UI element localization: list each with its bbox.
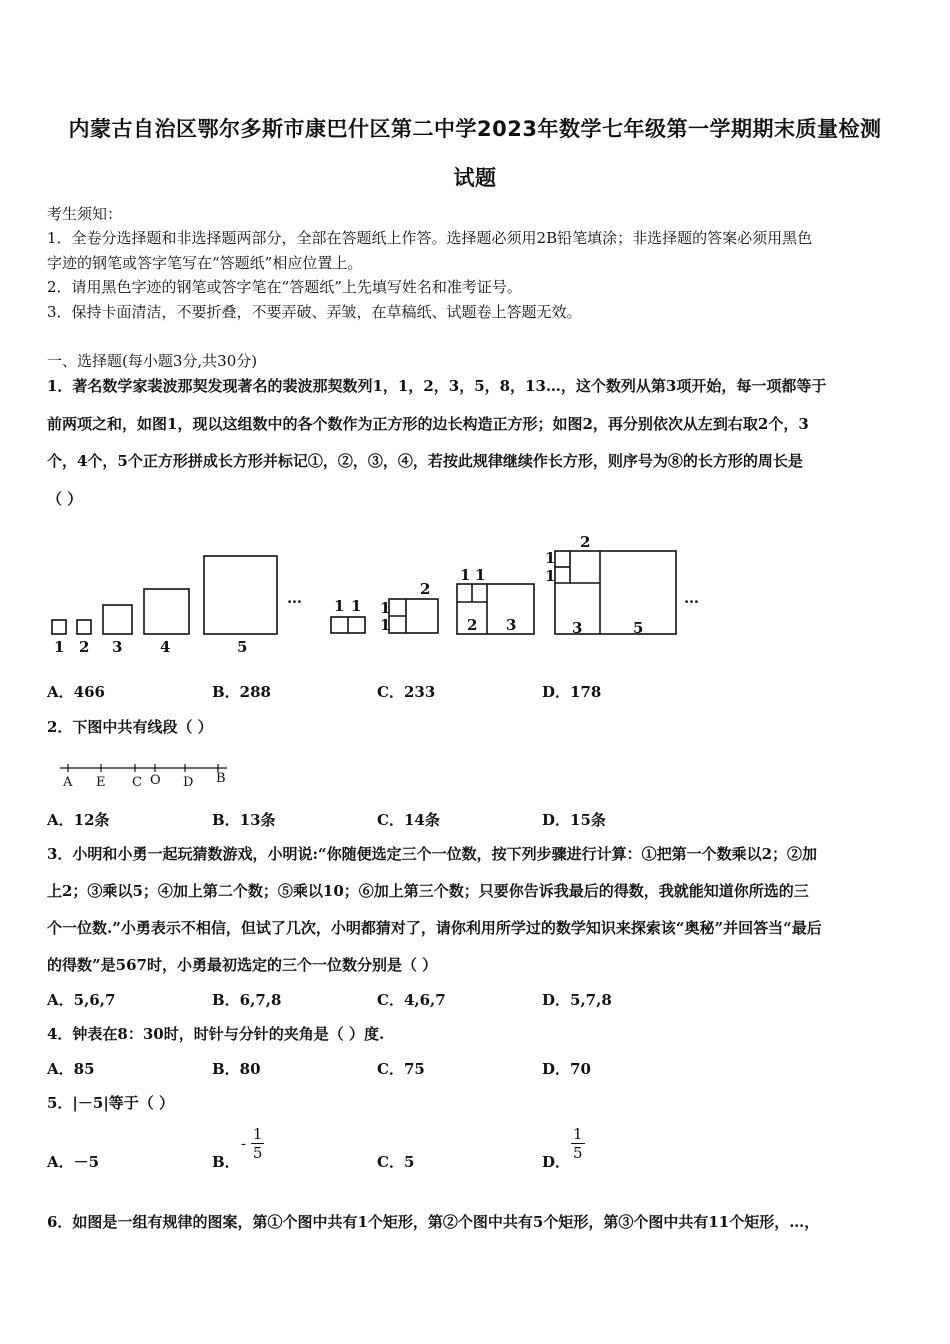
page-title-continued: 试题 <box>453 166 497 190</box>
fig2-label: 1 <box>545 567 556 585</box>
question-text: 个一位数.”小勇表示不相信，但试了几次，小明都猜对了，请你利用所学过的数学知识来探索该“奥秘”并回答当“最后 <box>47 919 822 937</box>
option-d[interactable]: D． <box>542 1153 571 1171</box>
line-segment-figure <box>55 760 255 792</box>
fig2-label: 5 <box>633 619 644 637</box>
fig2-label: 1 <box>460 566 471 584</box>
ellipsis: … <box>684 589 699 607</box>
option-d[interactable]: D．70 <box>542 1060 591 1078</box>
fig1-label: 1 <box>54 638 65 656</box>
question-text: 的得数”是567时，小勇最初选定的三个一位数分别是（ ） <box>47 956 438 974</box>
fig2-label: 1 <box>351 597 362 615</box>
point-label: B <box>216 771 226 786</box>
negative-sign: - <box>241 1134 247 1153</box>
option-a[interactable]: A．85 <box>47 1060 95 1078</box>
question-text: 1．著名数学家裴波那契发现著名的裴波那契数列1，1，2，3，5，8，13…，这个数列从第3项开始，每一项都等于 <box>47 377 827 395</box>
fig2-label: 1 <box>380 599 391 617</box>
question-text: 前两项之和，如图1，现以这组数中的各个数作为正方形的边长构造正方形；如图2，再分别依次从左到右取2个，3 <box>47 415 809 433</box>
option-c[interactable]: C．75 <box>377 1060 425 1078</box>
point-label: O <box>150 773 161 788</box>
option-a[interactable]: A．5,6,7 <box>47 991 116 1009</box>
point-label: E <box>96 775 106 790</box>
fig2-label: 1 <box>545 549 556 567</box>
option-c[interactable]: C．233 <box>377 683 436 701</box>
page-title: 内蒙古自治区鄂尔多斯市康巴什区第二中学2023年数学七年级第一学期期末质量检测 <box>68 117 882 141</box>
notice-line: 2．请用黑色字迹的钢笔或答字笔在“答题纸”上先填写姓名和准考证号。 <box>47 278 522 296</box>
option-d[interactable]: D．178 <box>542 683 602 701</box>
ellipsis: … <box>287 589 302 607</box>
question-text: 6．如图是一组有规律的图案，第①个图中共有1个矩形，第②个图中共有5个矩形，第③个图中共有11个矩形，…， <box>47 1213 820 1231</box>
point-label: A <box>63 775 73 790</box>
fig2-label: 1 <box>380 616 391 634</box>
denominator: 5 <box>573 1144 583 1162</box>
fig2-label: 1 <box>475 566 486 584</box>
option-b[interactable]: B．6,7,8 <box>212 991 282 1009</box>
option-c[interactable]: C．5 <box>377 1153 415 1171</box>
fig2-label: 3 <box>506 616 517 634</box>
numerator: 1 <box>573 1125 583 1143</box>
option-b[interactable]: B．80 <box>212 1060 261 1078</box>
notice-line: 1．全卷分选择题和非选择题两部分，全部在答题纸上作答。选择题必须用2B铅笔填涂；非选择题的答案必须用黑色 <box>47 229 813 247</box>
option-c[interactable]: C．4,6,7 <box>377 991 446 1009</box>
option-a[interactable]: A．－5 <box>47 1153 100 1171</box>
fig2-label: 2 <box>420 580 431 598</box>
question-text: 个，4个，5个正方形拼成长方形并标记①，②，③，④，若按此规律继续作长方形，则序号为⑧的长方形的周长是 <box>47 452 803 470</box>
question-text: 2．下图中共有线段（ ） <box>47 718 213 736</box>
fibonacci-figure <box>0 525 950 665</box>
fig1-label: 2 <box>79 638 90 656</box>
fig2-label: 1 <box>334 597 345 615</box>
fig2-label: 3 <box>572 619 583 637</box>
option-b[interactable]: B．288 <box>212 683 271 701</box>
section-heading: 一、选择题(每小题3分,共30分) <box>47 352 258 370</box>
fig2-label: 2 <box>467 616 478 634</box>
notice-line: 3．保持卡面清洁，不要折叠，不要弄破、弄皱，在草稿纸、试题卷上答题无效。 <box>47 303 582 321</box>
point-label: D <box>183 775 194 790</box>
option-a[interactable]: A．466 <box>47 683 105 701</box>
question-text: （ ） <box>47 490 83 508</box>
option-c[interactable]: C．14条 <box>377 811 440 829</box>
numerator: 1 <box>252 1125 263 1143</box>
question-text: 上2；③乘以5；④加上第二个数；⑤乘以10；⑥加上第三个数；只要你告诉我最后的得数，我就能知道你所选的三 <box>47 882 809 900</box>
notice-line: 字迹的钢笔或答字笔写在“答题纸”相应位置上。 <box>47 254 363 272</box>
fig1-label: 3 <box>112 638 123 656</box>
option-d-fraction[interactable] <box>571 1125 585 1162</box>
point-label: C <box>132 775 142 790</box>
notice-heading: 考生须知： <box>47 205 123 223</box>
option-a[interactable]: A．12条 <box>47 811 110 829</box>
denominator: 5 <box>252 1144 263 1162</box>
option-d[interactable]: D．5,7,8 <box>542 991 612 1009</box>
fraction <box>571 1125 585 1162</box>
option-b-fraction[interactable] <box>241 1125 264 1162</box>
fig1-label: 5 <box>237 638 248 656</box>
option-d[interactable]: D．15条 <box>542 811 606 829</box>
fig2-label: 2 <box>580 533 591 551</box>
question-text: 4．钟表在8：30时，时针与分针的夹角是（ ）度. <box>47 1025 385 1043</box>
fraction <box>251 1125 265 1162</box>
question-text: 3．小明和小勇一起玩猜数游戏，小明说:“你随便选定三个一位数，按下列步骤进行计算：①把第一个数乘以2；②加 <box>47 845 818 863</box>
question-text: 5．|－5|等于（ ） <box>47 1094 175 1112</box>
option-b[interactable]: B．13条 <box>212 811 276 829</box>
fig1-label: 4 <box>160 638 171 656</box>
option-b[interactable]: B． <box>212 1153 240 1171</box>
